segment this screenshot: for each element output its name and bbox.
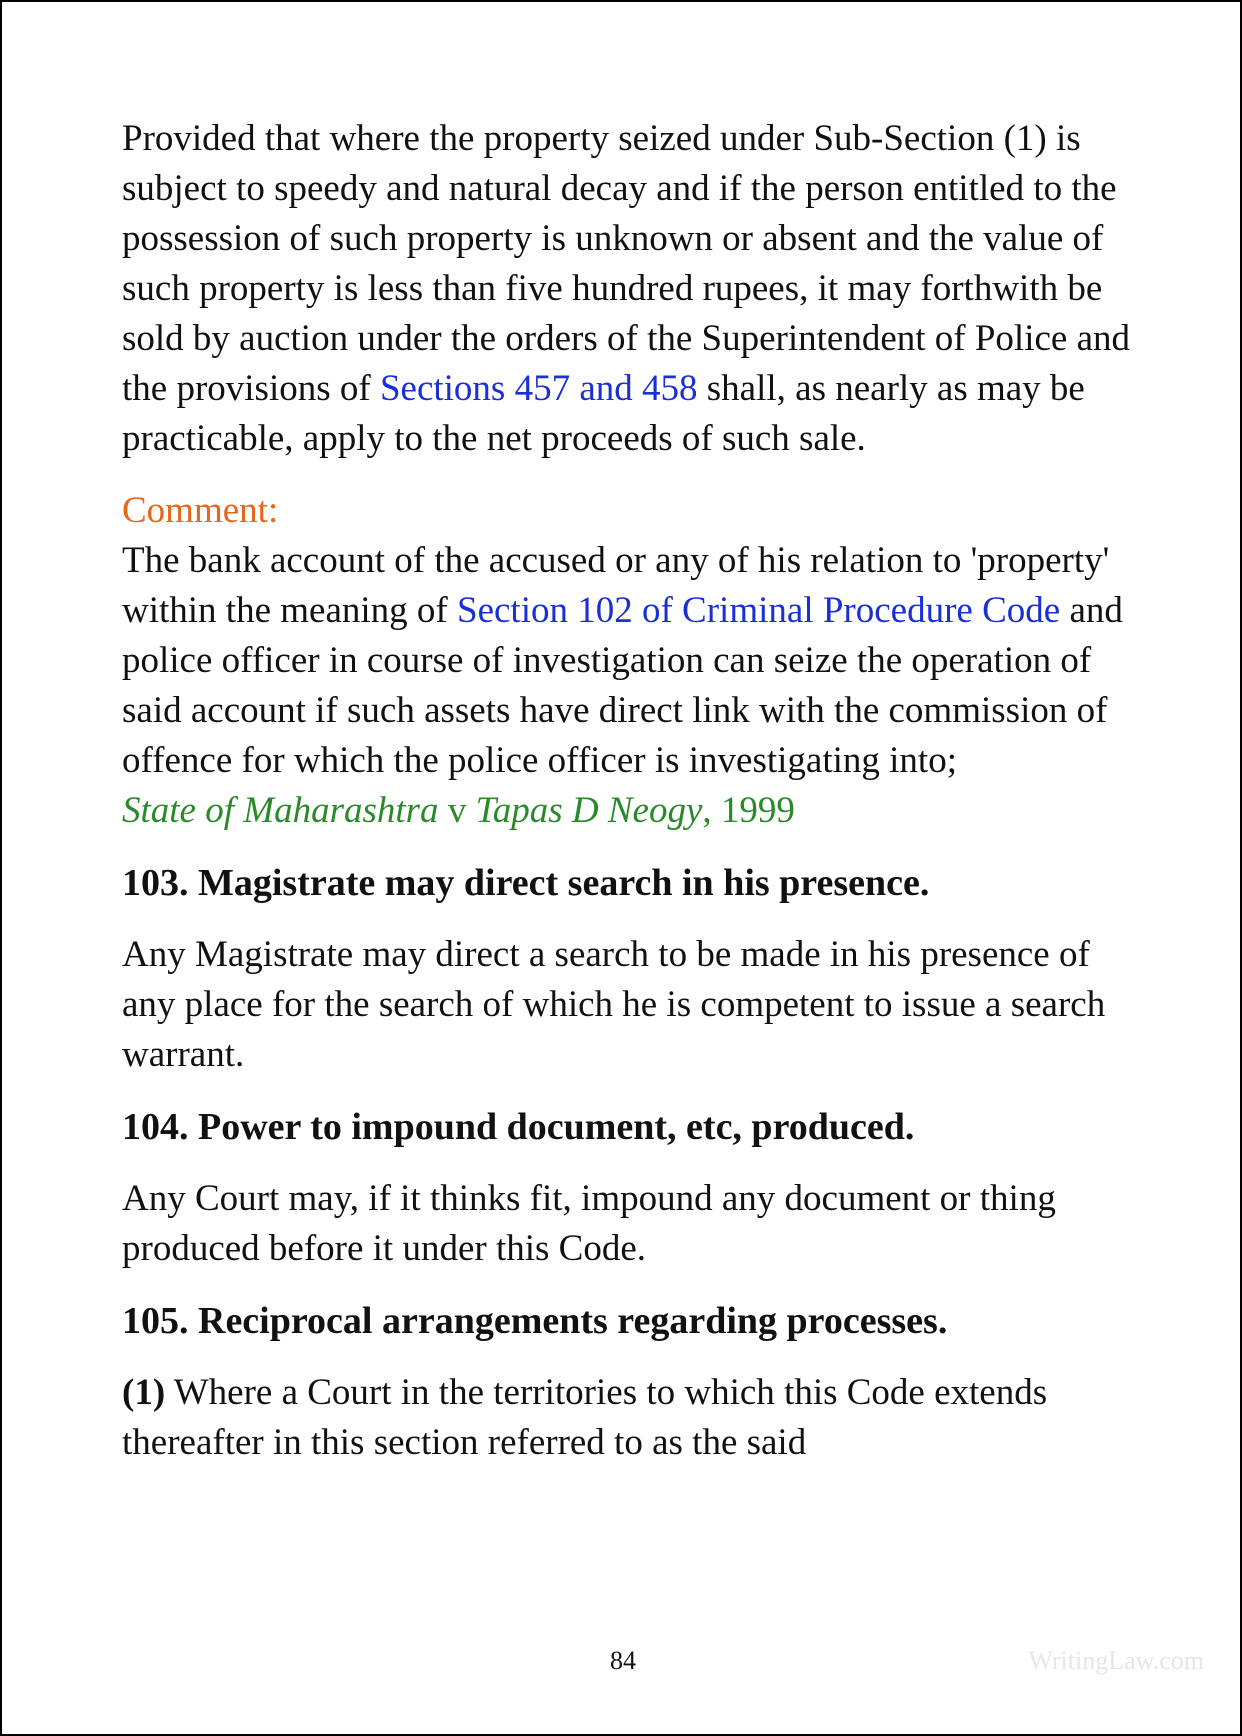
proviso-paragraph — [122, 114, 1132, 464]
section-104-heading: 104. Power to impound document, etc, produced. — [122, 1106, 915, 1148]
citation-year: , 1999 — [702, 790, 795, 831]
page-content — [122, 114, 1132, 1468]
section-103-body: Any Magistrate may direct a search to be made in his presence of any place for the search of which he is competent to issue a search warrant. — [122, 934, 1106, 1075]
comment-text-end: and police officer in course of investigation can seize the operation of said account if such assets have direct link with the commission of offence for which the police officer is investigating into; — [122, 590, 1123, 781]
watermark: WritingLaw.com — [1028, 1646, 1204, 1675]
section-105-clause-1 — [122, 1368, 1132, 1468]
citation-party-1: State of Maharashtra — [122, 790, 439, 831]
section-102-crpc-link[interactable]: Section 102 of Criminal Procedure Code — [457, 590, 1061, 631]
comment-paragraph — [122, 536, 1132, 786]
section-104-body: Any Court may, if it thinks fit, impound any document or thing produced before it under this Code. — [122, 1178, 1056, 1269]
citation-versus: v — [438, 790, 476, 831]
proviso-text-start: Provided that where the property seized under Sub-Section (1) is subject to speedy and natural decay and if the person entitled to the possession of such property is unknown or absent and the value of such property is less than five hundred rupees, it may forthwith be sold by auction under the orders of the Superintendent of Police and the provisions of — [122, 118, 1130, 409]
clause-1-text: Where a Court in the territories to which this Code extends thereafter in this section referred to as the said — [122, 1372, 1048, 1463]
comment-text-start: The bank account of the accused or any of his relation to 'property' within the meaning of — [122, 540, 1110, 631]
page-number: 84 — [610, 1646, 636, 1675]
section-105-heading: 105. Reciprocal arrangements regarding processes. — [122, 1300, 948, 1342]
sections-457-458-link[interactable]: Sections 457 and 458 — [379, 368, 698, 409]
section-103-heading: 103. Magistrate may direct search in his presence. — [122, 862, 930, 904]
proviso-text-end: shall, as nearly as may be practicable, apply to the net proceeds of such sale. — [122, 368, 1085, 459]
comment-label: Comment: — [122, 490, 279, 531]
clause-number: (1) — [122, 1372, 166, 1413]
case-citation — [122, 786, 1132, 836]
citation-party-2: Tapas D Neogy — [475, 790, 703, 831]
